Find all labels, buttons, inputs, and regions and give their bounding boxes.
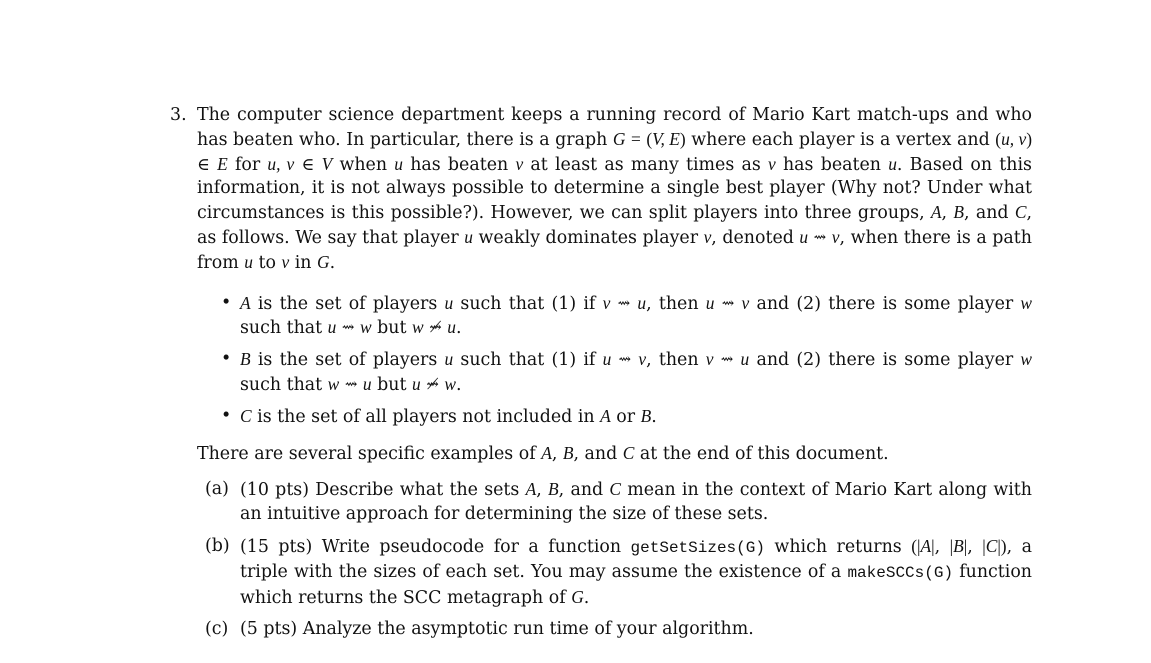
subpart-label: (c) bbox=[205, 619, 229, 640]
subparts-list bbox=[197, 478, 1032, 642]
subpart-label: (a) bbox=[205, 479, 229, 500]
definition-text: C is the set of all players not included in A or B. bbox=[240, 405, 657, 427]
definition-set-a bbox=[197, 292, 1032, 342]
problem-number: 3. bbox=[170, 105, 187, 125]
subpart-text: (15 pts) Write pseudocode for a function getSetSizes(G) which returns (|A|, |B|, |C|), a triple with the sizes of each set. You may assume the existence of a makeSCCs(G) function which returns the SCC metagraph of G. bbox=[240, 535, 1033, 608]
bullet-icon: • bbox=[221, 405, 232, 426]
definition-set-b bbox=[197, 348, 1032, 398]
examples-note: There are several specific examples of A, B, and C at the end of this document. bbox=[197, 442, 889, 464]
subpart-b bbox=[197, 535, 1032, 610]
bullet-icon: • bbox=[221, 292, 232, 313]
subpart-text: (5 pts) Analyze the asymptotic run time of your algorithm. bbox=[240, 619, 754, 640]
definition-set-c bbox=[197, 405, 1032, 430]
definition-text: A is the set of players u such that (1) if v ⇝ u, then u ⇝ v and (2) there is some player w such that u ⇝ w but w ⇝̸ u. bbox=[240, 292, 1033, 339]
definition-text: B is the set of players u such that (1) if u ⇝ v, then v ⇝ u and (2) there is some player w such that w ⇝ u but u ⇝̸ w. bbox=[240, 349, 1033, 395]
subpart-c bbox=[197, 618, 1032, 642]
subpart-a bbox=[197, 478, 1032, 527]
subpart-text: (10 pts) Describe what the sets A, B, and C mean in the context of Mario Kart along with an intuitive approach for determining the size of these sets. bbox=[240, 479, 1032, 525]
problem-3 bbox=[170, 104, 1032, 650]
subpart-label: (b) bbox=[205, 535, 230, 556]
set-definitions-list bbox=[197, 292, 1032, 430]
bullet-icon: • bbox=[221, 349, 232, 370]
problem-intro: The computer science department keeps a running record of Mario Kart match-ups and who has beaten who. In particular, there is a graph G = (V, E) where each player is a vertex and (u, v) ∈ E for u, v ∈ V when u has beaten v at least as many times as v has beaten u. Based on this information, it is not always possible to determine a single best player (Why not? Under what circumstances is this possible?). However, we can split players into three groups, A, B, and C, as follows. We say that player u weakly dominates player v, denoted u ⇝ v, when there is a path from u to v in G. bbox=[197, 105, 1033, 273]
